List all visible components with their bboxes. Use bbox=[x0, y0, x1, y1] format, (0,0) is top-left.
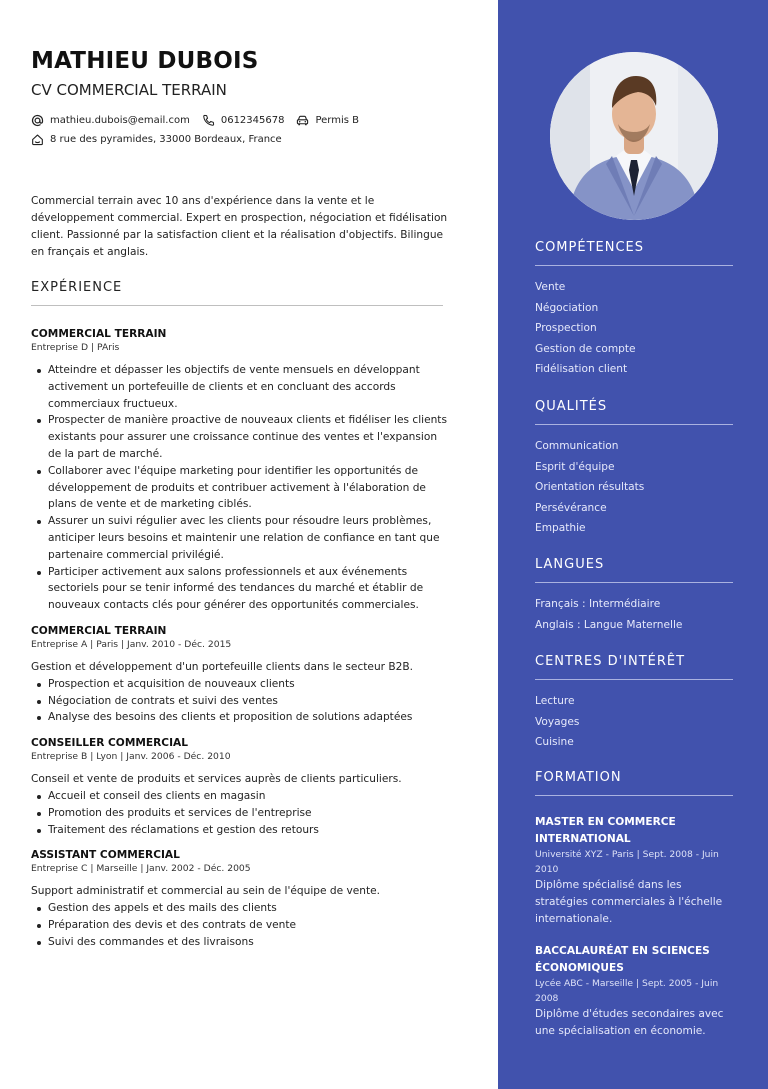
language-item: Anglais : Langue Maternelle bbox=[535, 618, 683, 631]
section-divider bbox=[535, 424, 733, 425]
job-bullet: Gestion des appels et des mails des clients bbox=[31, 900, 451, 917]
education-meta: Lycée ABC - Marseille | Sept. 2005 - Juin 2008 bbox=[535, 978, 719, 1004]
job-bullet: Préparation des devis et des contrats de vente bbox=[31, 917, 451, 934]
job-entry bbox=[31, 624, 451, 726]
skill-item: Prospection bbox=[535, 322, 597, 334]
education-section bbox=[535, 770, 733, 1040]
phone-icon bbox=[202, 114, 215, 127]
skills-section bbox=[535, 240, 733, 380]
section-title-education: FORMATION bbox=[535, 770, 622, 785]
license-text: Permis B bbox=[315, 115, 359, 126]
quality-item: Esprit d'équipe bbox=[535, 460, 615, 473]
job-bullet: Assurer un suivi régulier avec les clients pour résoudre leurs problèmes, anticiper leurs besoins et maintenir une relation de confiance en tant que partenaire commercial privilégié. bbox=[31, 513, 451, 563]
interests-section bbox=[535, 654, 733, 753]
languages-section bbox=[535, 557, 733, 635]
contact-line-2 bbox=[31, 133, 294, 146]
section-title-qualities: QUALITÉS bbox=[535, 399, 608, 414]
job-bullets bbox=[31, 362, 451, 614]
language-item: Français : Intermédiaire bbox=[535, 598, 661, 610]
interests-list bbox=[535, 691, 733, 753]
skill-item: Gestion de compte bbox=[535, 342, 636, 355]
job-meta: Entreprise C | Marseille | Janv. 2002 - Déc. 2005 bbox=[31, 863, 251, 875]
job-bullet: Atteindre et dépasser les objectifs de vente mensuels en développant activement un portefeuille de clients et en concluant des accords commerciaux fructueux. bbox=[31, 362, 451, 412]
candidate-name: MATHIEU DUBOIS bbox=[31, 48, 259, 74]
contact-license bbox=[296, 114, 359, 127]
job-bullet: Suivi des commandes et des livraisons bbox=[31, 934, 451, 951]
education-description: Diplôme d'études secondaires avec une spécialisation en économie. bbox=[535, 1008, 724, 1037]
job-bullets bbox=[31, 676, 451, 726]
interest-item: Cuisine bbox=[535, 736, 574, 748]
section-divider bbox=[31, 305, 443, 306]
at-icon bbox=[31, 114, 44, 127]
job-description: Conseil et vente de produits et services auprès de clients particuliers. bbox=[31, 773, 402, 786]
job-bullet: Participer activement aux salons professionnels et aux événements sectoriels pour se tenir informé des tendances du marché et établir de nouveaux contacts clés pour générer des opportunités commerciales. bbox=[31, 564, 451, 614]
job-bullet: Prospecter de manière proactive de nouveaux clients et fidéliser les clients existants pour assurer une croissance continue des ventes et l'expansion de la part de marché. bbox=[31, 412, 451, 462]
job-bullet: Traitement des réclamations et gestion des retours bbox=[31, 822, 451, 839]
job-bullets bbox=[31, 788, 451, 838]
address-text: 8 rue des pyramides, 33000 Bordeaux, France bbox=[50, 134, 282, 145]
section-title-languages: LANGUES bbox=[535, 557, 605, 572]
job-description: Gestion et développement d'un portefeuille clients dans le secteur B2B. bbox=[31, 660, 414, 673]
education-entry bbox=[535, 814, 733, 928]
section-divider bbox=[535, 679, 733, 680]
job-bullet: Analyse des besoins des clients et proposition de solutions adaptées bbox=[31, 709, 451, 726]
contact-email[interactable] bbox=[31, 114, 190, 127]
job-bullet: Prospection et acquisition de nouveaux clients bbox=[31, 676, 451, 693]
job-meta: Entreprise D | PAris bbox=[31, 342, 120, 353]
section-divider bbox=[535, 795, 733, 796]
section-title-interests: CENTRES D'INTÉRÊT bbox=[535, 654, 686, 669]
job-entry bbox=[31, 736, 451, 838]
qualities-section bbox=[535, 399, 733, 539]
job-meta: Entreprise B | Lyon | Janv. 2006 - Déc. 2010 bbox=[31, 751, 231, 763]
quality-item: Persévérance bbox=[535, 501, 607, 514]
interest-item: Lecture bbox=[535, 695, 575, 707]
job-description: Support administratif et commercial au sein de l'équipe de vente. bbox=[31, 885, 381, 898]
education-title: MASTER EN COMMERCE INTERNATIONAL bbox=[535, 816, 676, 845]
job-title: ASSISTANT COMMERCIAL bbox=[31, 849, 180, 862]
experience-list bbox=[31, 327, 451, 961]
job-bullets bbox=[31, 900, 451, 950]
skill-item: Négociation bbox=[535, 301, 599, 314]
car-icon bbox=[296, 114, 309, 127]
quality-item: Communication bbox=[535, 440, 619, 452]
job-meta: Entreprise A | Paris | Janv. 2010 - Déc. 2015 bbox=[31, 638, 232, 650]
profile-photo bbox=[550, 52, 718, 220]
contact-address bbox=[31, 133, 282, 146]
interest-item: Voyages bbox=[535, 715, 580, 728]
education-title: BACCALAURÉAT EN SCIENCES ÉCONOMIQUES bbox=[535, 945, 710, 974]
job-title: COMMERCIAL TERRAIN bbox=[31, 328, 167, 340]
skill-item: Vente bbox=[535, 281, 566, 293]
languages-list bbox=[535, 594, 733, 635]
skill-item: Fidélisation client bbox=[535, 363, 628, 375]
education-entry bbox=[535, 943, 733, 1040]
education-meta: Université XYZ - Paris | Sept. 2008 - Juin 2010 bbox=[535, 849, 719, 875]
quality-item: Orientation résultats bbox=[535, 481, 645, 493]
qualities-list bbox=[535, 436, 733, 539]
email-text: mathieu.dubois@email.com bbox=[50, 115, 190, 126]
job-entry bbox=[31, 848, 451, 950]
job-bullet: Promotion des produits et services de l'entreprise bbox=[31, 805, 451, 822]
education-description: Diplôme spécialisé dans les stratégies commerciales à l'échelle internationale. bbox=[535, 879, 723, 925]
phone-text: 0612345678 bbox=[220, 115, 285, 126]
section-divider bbox=[535, 265, 733, 266]
section-title-experience: EXPÉRIENCE bbox=[31, 280, 123, 295]
contact-line-1 bbox=[31, 114, 371, 127]
home-icon bbox=[31, 133, 44, 146]
job-bullet: Accueil et conseil des clients en magasin bbox=[31, 788, 451, 805]
job-title: CONSEILLER COMMERCIAL bbox=[31, 737, 188, 750]
candidate-role: CV COMMERCIAL TERRAIN bbox=[31, 81, 227, 99]
section-title-skills: COMPÉTENCES bbox=[535, 240, 645, 255]
profile-photo-illustration bbox=[550, 52, 718, 220]
profile-summary: Commercial terrain avec 10 ans d'expérience dans la vente et le développement commercial. Expert en prospection, négociation et fidélisation client. Passionné par la satisfaction client et la réalisation d'objectifs. Bilingue en français et anglais. bbox=[31, 195, 448, 258]
section-divider bbox=[535, 582, 733, 583]
quality-item: Empathie bbox=[535, 522, 586, 534]
job-bullet: Négociation de contrats et suivi des ventes bbox=[31, 693, 451, 710]
education-list bbox=[535, 814, 733, 1040]
contact-phone[interactable] bbox=[202, 114, 285, 127]
skills-list bbox=[535, 277, 733, 380]
job-bullet: Collaborer avec l'équipe marketing pour identifier les opportunités de développement de produits et contribuer activement à l'élaboration de plans de vente et de marketing ciblés. bbox=[31, 463, 451, 513]
job-title: COMMERCIAL TERRAIN bbox=[31, 624, 167, 637]
job-entry bbox=[31, 327, 451, 614]
